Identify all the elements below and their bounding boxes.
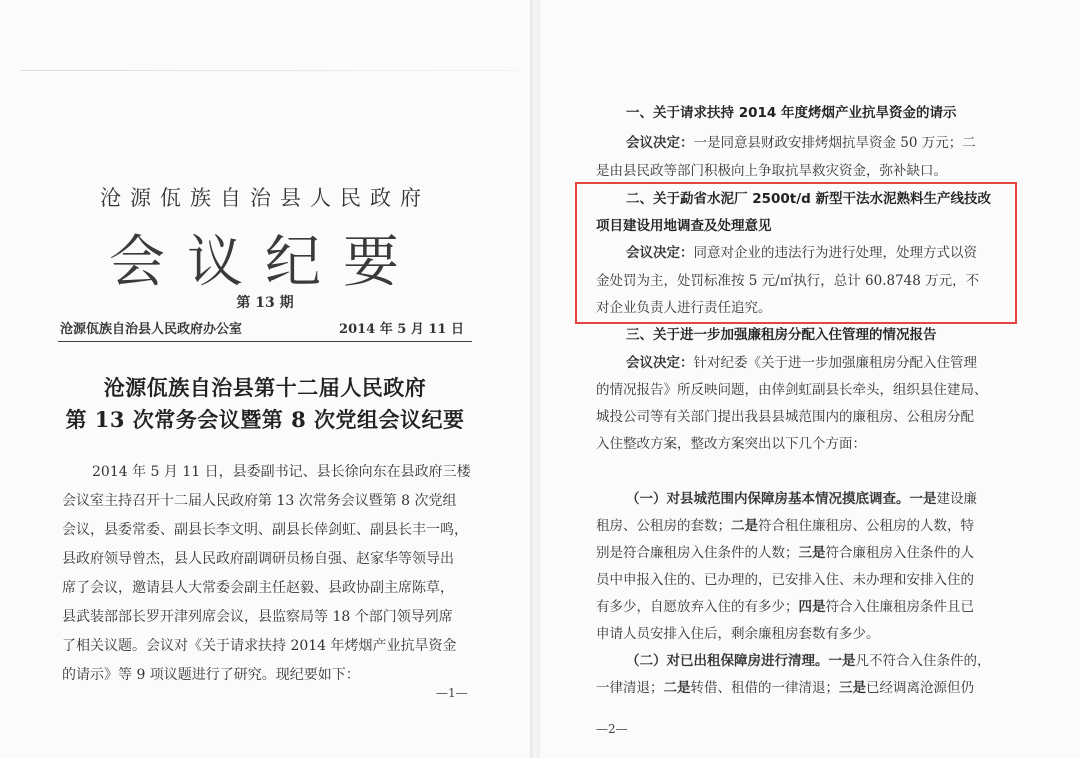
header-rule <box>58 341 472 342</box>
document-title-line-1: 沧源佤族自治县第十二届人民政府 <box>103 375 427 400</box>
sub2-line-2: 一律清退；二是转借、租借的一律清退；三是已经调离沧源但仍 <box>596 680 974 696</box>
item1-decision-line-2: 是由县民政等部门积极向上争取抗旱救灾资金，弥补缺口。 <box>596 163 947 179</box>
sub2-line-1: （二）对已出租保障房进行清理。一是凡不符合入住条件的， <box>626 653 991 669</box>
item2-decision-line-1: 会议决定：同意对企业的违法行为进行处理，处理方式以资 <box>626 245 977 261</box>
item1-decision-line-1: 会议决定：一是同意县财政安排烤烟抗旱资金 50 万元；二 <box>626 135 976 151</box>
body-line: 了相关议题。会议对《关于请求扶持 2014 年烤烟产业抗旱资金 <box>62 638 457 654</box>
decision-label: 会议决定： <box>626 135 694 151</box>
document-title-line-2: 第 13 次常务会议暨第 8 次党组会议纪要 <box>65 407 465 432</box>
body-line: 2014 年 5 月 11 日，县委副书记、县长徐向东在县政府三楼 <box>92 464 471 480</box>
body-line: 县政府领导曾杰，县人民政府副调研员杨自强、赵家华等领导出 <box>62 551 454 567</box>
highlight-box <box>575 182 1017 324</box>
decision-label: 会议决定： <box>626 245 694 261</box>
item2-decision-line-3: 对企业负责人进行责任追究。 <box>596 300 772 316</box>
office-line <box>60 318 470 337</box>
item2-heading-line-2: 项目建设用地调查及处理意见 <box>596 218 772 234</box>
item3-decision-line-3: 城投公司等有关部门提出我县县城范围内的廉租房、公租房分配 <box>596 409 974 425</box>
body-line: 的请示》等 9 项议题进行了研究。现纪要如下： <box>62 667 360 683</box>
body-line: 县武装部部长罗开津列席会议，县监察局等 18 个部门领导列席 <box>62 609 453 625</box>
sub1-line-5: 有多少，自愿放弃入住的有多少；四是符合入住廉租房条件且已 <box>596 599 974 615</box>
item3-decision-line-4: 入住整改方案，整改方案突出以下几个方面： <box>596 436 866 452</box>
item3-decision-line-2: 的情况报告》所反映问题，由倖剑虹副县长牵头，组织县住建局、 <box>596 382 988 398</box>
document-type-title: 会议纪要 <box>109 230 421 295</box>
page-number-left: —1— <box>436 686 468 700</box>
sub1-label: （一）对县城范围内保障房基本情况摸底调查。 <box>626 491 910 507</box>
sub1-line-1: （一）对县城范围内保障房基本情况摸底调查。一是建设廉 <box>626 491 977 507</box>
page-gutter <box>530 0 540 758</box>
body-line: 席了会议，邀请县人大常委会副主任赵毅、县政协副主席陈草， <box>62 580 454 596</box>
item2-decision-line-2: 金处罚为主，处罚标准按 5 元/㎡执行，总计 60.8748 万元，不 <box>596 273 980 289</box>
issue-date: 2014 年 5 月 11 日 <box>339 322 464 337</box>
issue-number: 第 13 期 <box>236 295 294 311</box>
item3-heading: 三、关于进一步加强廉租房分配入住管理的情况报告 <box>626 327 937 343</box>
issuing-organization: 沧源佤族自治县人民政府 <box>100 186 430 210</box>
sub1-line-3: 别是符合廉租房入住条件的人数；三是符合廉租房入住条件的人 <box>596 545 974 561</box>
item3-decision-line-1: 会议决定：针对纪委《关于进一步加强廉租房分配入住管理 <box>626 355 977 371</box>
issuing-office: 沧源佤族自治县人民政府办公室 <box>60 322 243 337</box>
page-number-right: —2— <box>596 722 628 736</box>
body-line: 会议室主持召开十二届人民政府第 13 次常务会议暨第 8 次党组 <box>62 493 457 509</box>
body-line: 会议，县委常委、副县长李文明、副县长倖剑虹、副县长丰一鸣， <box>62 522 468 538</box>
sub1-line-6: 申请人员安排入住后，剩余廉租房套数有多少。 <box>596 626 880 642</box>
item2-heading-line-1: 二、关于勐省水泥厂 2500t/d 新型干法水泥熟料生产线技改 <box>626 191 992 207</box>
sub2-label: （二）对已出租保障房进行清理。 <box>626 653 829 669</box>
decision-label: 会议决定： <box>626 355 694 371</box>
sub1-line-2: 租房、公租房的套数；二是符合租住廉租房、公租房的人数，特 <box>596 518 974 534</box>
sub1-line-4: 员中申报入住的、已办理的，已安排入住、未办理和安排入住的 <box>596 572 974 588</box>
left-page <box>0 0 530 758</box>
item1-heading: 一、关于请求扶持 2014 年度烤烟产业抗旱资金的请示 <box>626 105 957 121</box>
scan-artifact-line <box>20 70 520 71</box>
